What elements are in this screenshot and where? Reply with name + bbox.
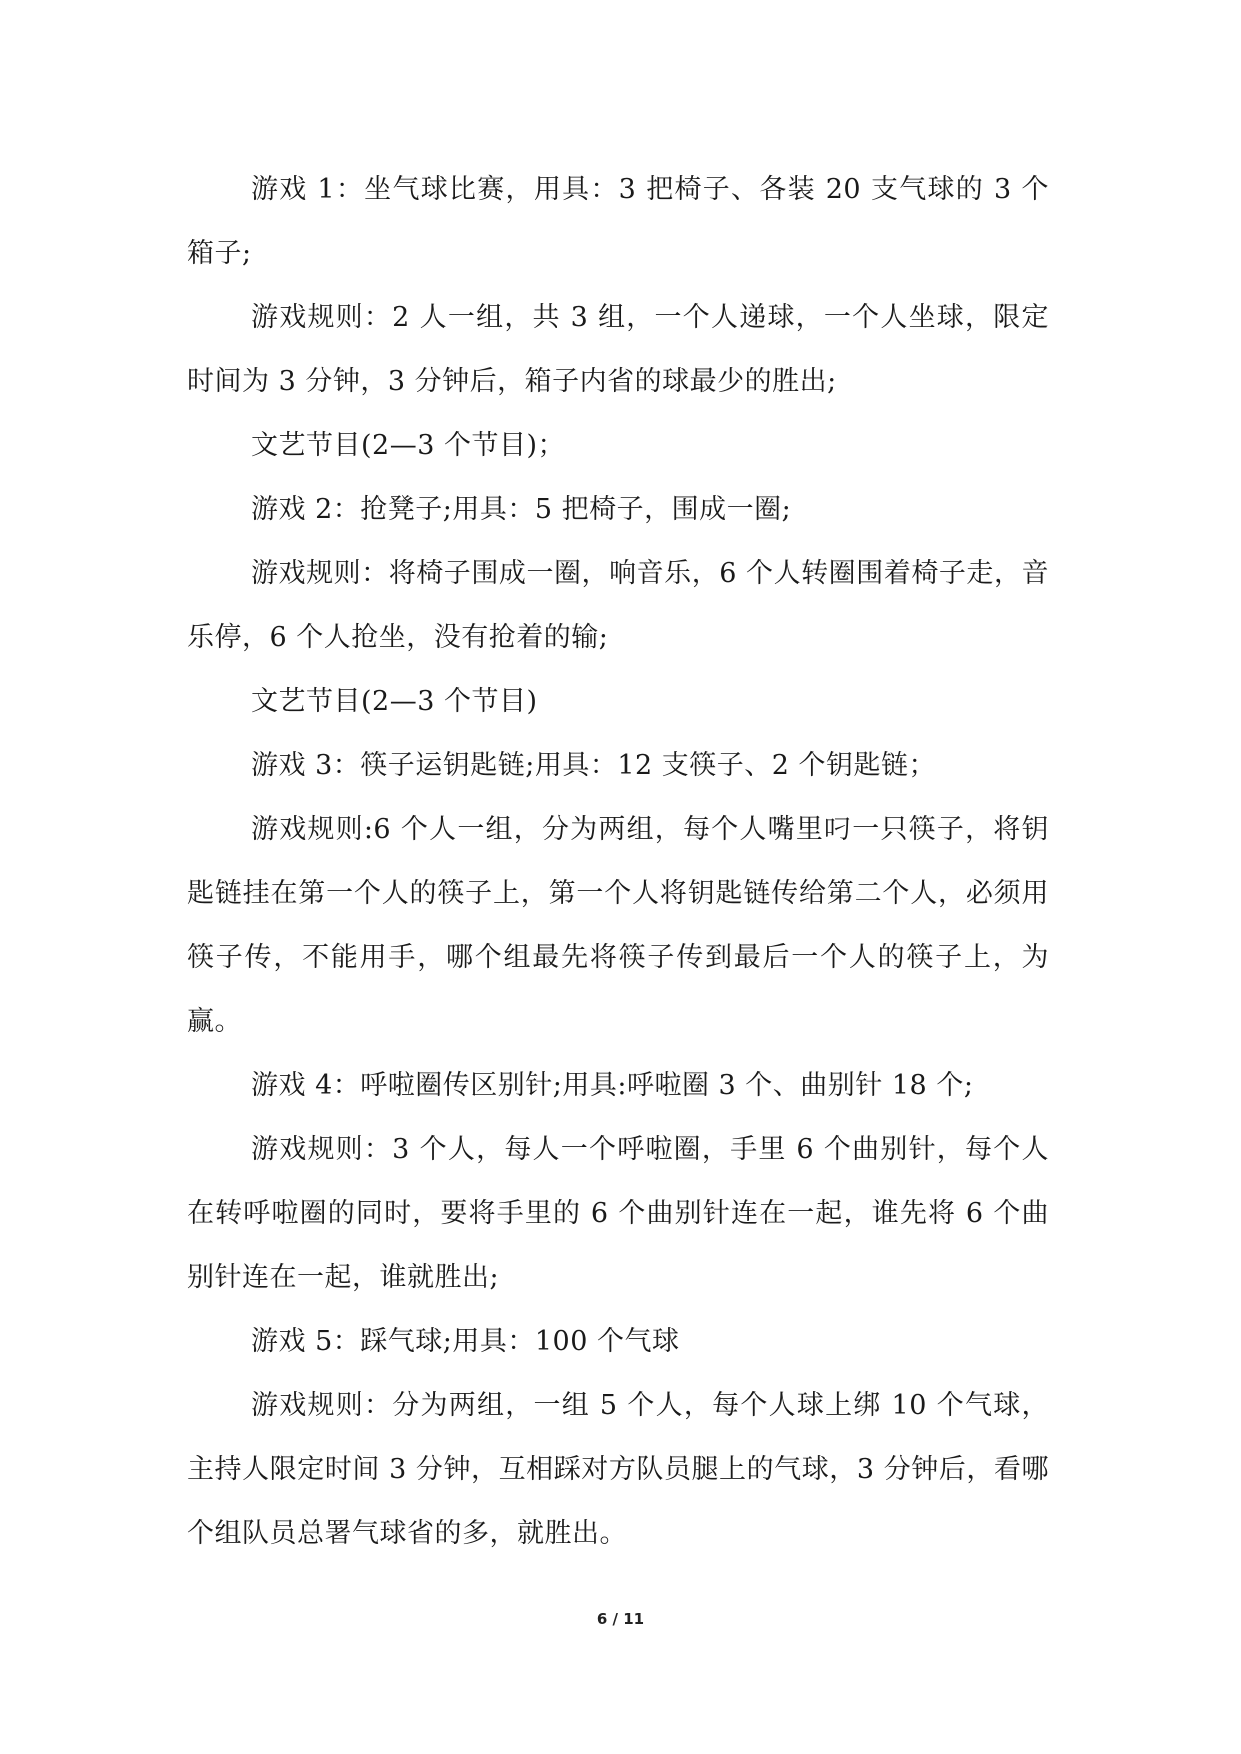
paragraph-game-1-rules: 游戏规则：2 人一组，共 3 组，一个人递球，一个人坐球，限定时间为 3 分钟，3 分钟后，箱子内省的球最少的胜出; <box>187 302 1049 397</box>
paragraph-game-4: 游戏 4：呼啦圈传区别针;用具:呼啦圈 3 个、曲别针 18 个; <box>251 1070 974 1101</box>
paragraph-game-1: 游戏 1：坐气球比赛，用具：3 把椅子、各装 20 支气球的 3 个箱子; <box>187 174 1049 269</box>
document-body <box>187 158 1049 1566</box>
page-number: 6 / 11 <box>596 1610 645 1628</box>
paragraph-game-3-rules: 游戏规则:6 个人一组，分为两组，每个人嘴里叼一只筷子，将钥匙链挂在第一个人的筷子上，第一个人将钥匙链传给第二个人，必须用筷子传，不能用手，哪个组最先将筷子传到最后一个人的筷子上，为赢。 <box>187 814 1049 1037</box>
paragraph-performance-1: 文艺节目(2—3 个节目)； <box>251 430 566 461</box>
paragraph-game-4-rules: 游戏规则：3 个人，每人一个呼啦圈，手里 6 个曲别针，每个人在转呼啦圈的同时，要将手里的 6 个曲别针连在一起，谁先将 6 个曲别针连在一起，谁就胜出; <box>187 1134 1049 1293</box>
paragraph-game-2: 游戏 2：抢凳子;用具：5 把椅子，围成一圈; <box>251 494 792 525</box>
paragraph-game-2-rules: 游戏规则：将椅子围成一圈，响音乐，6 个人转圈围着椅子走，音乐停，6 个人抢坐，没有抢着的输; <box>187 558 1049 653</box>
paragraph-game-5-rules: 游戏规则：分为两组，一组 5 个人，每个人球上绑 10 个气球，主持人限定时间 3 分钟，互相踩对方队员腿上的气球，3 分钟后，看哪个组队员总署气球省的多，就胜出。 <box>187 1390 1049 1549</box>
paragraph-game-3: 游戏 3：筷子运钥匙链;用具：12 支筷子、2 个钥匙链； <box>251 750 937 781</box>
paragraph-performance-2: 文艺节目(2—3 个节目) <box>251 686 538 717</box>
paragraph-game-5: 游戏 5：踩气球;用具：100 个气球 <box>251 1326 680 1357</box>
